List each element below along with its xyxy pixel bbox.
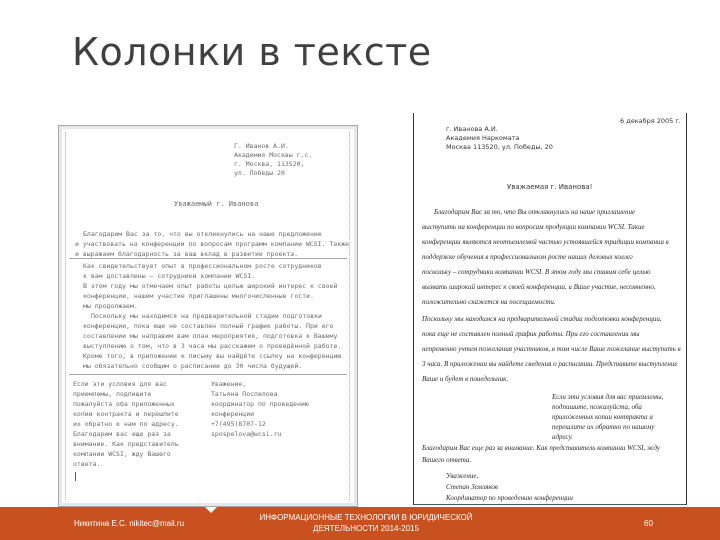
right-column-line: Если эти условия для вас приемлемы, [552,393,664,401]
right-column-line: Татьяна Поспелова [211,390,278,398]
left-column-line: копии контракта и перешлите [73,410,179,418]
right-sender-line: Москва 113520, ул. Победы, 20 [446,143,553,151]
fold-line [69,258,347,259]
footer-notch [205,507,217,513]
left-body-line: к вам доставлены – сотрудники компании WCSI. [83,272,256,280]
left-body-line: выступлению о том, что в 3 часа мы расскажем о проведённой работе. [83,342,342,350]
text-cursor [75,472,76,481]
left-column-line: пожалуйста оба приложенных [73,400,175,408]
page-number: 60 [644,519,653,528]
right-body-line: вызвать широкий интерес к своей конференции, и Ваше участие, несомненно, [422,283,656,291]
right-document-page [413,113,687,505]
right-body2-line: пока еще не составлен полный график работы. При его составлении мы [422,330,640,338]
right-closing: Благодарим Вас еще раз за внимание. Как представитель компании WCSI, жду [422,444,660,452]
footer-author: Никитина Е.С. nikitec@mail.ru [74,519,185,528]
right-greeting: Уважаемая г. Иванова! [507,183,593,191]
left-body-line: Благодарим Вас за то, что вы откликнулись на наше предложение [83,230,322,238]
left-column-line: их обратно к нам по адресу. [73,420,179,428]
left-body-line: мы продолжаем. [83,302,138,310]
right-body-line: поддержке обучения в профессиональном росте наших деловых коллег [422,253,633,261]
right-signature-line: Степан Земляков [446,483,498,491]
left-column-line: компании WCSI, жду Вашего [73,450,171,458]
left-body-line: конференции, нашем участие приглашены многочисленные гости. [83,292,314,300]
left-sender-line: г. Москва, 113520, [234,160,305,168]
right-body2-line: 3 часа. В приложении вы найдете сведения о расписании. Представьте выступление [422,360,678,368]
slide-footer [0,507,720,540]
right-body-line: поскольку – сотрудники компании WCSI. В этом году мы ставим себе целью [422,268,651,276]
left-body-line: Кроме того, в приложении к письму вы найдёте ссылку на конференцию [83,352,342,360]
left-body-line: В этом году мы отмечаем опыт работы целью широкий интерес к своей [83,282,338,290]
right-column-line: адресу. [552,433,574,441]
right-column-line: конференции [211,410,255,418]
left-column-line: внимание. Как представитель [73,440,179,448]
page-bottom-rule [414,504,686,505]
right-column-line: Уважение, [211,380,247,388]
right-sender-line: Академия Наркомата [446,134,520,142]
right-column-line: +7(495)8707-12 [211,420,266,428]
right-sender-line: г. Иванова А.И. [446,125,498,133]
right-column-line: координатор по проведению [211,400,309,408]
right-closing: Вашего ответа. [422,456,472,464]
left-document-window [58,125,358,507]
left-column-line: Благодарим вас еще раз за [73,430,171,438]
left-column-line: Если эти условия для вас [73,380,167,388]
left-body-line: и участвовать на конференции по вопросам программ компании WCSI. Также [75,240,349,248]
left-sender-line: Академия Москвы г.с. [234,151,313,159]
left-ruler [62,132,66,500]
left-body-line: Как свидетельствует опыт в профессиональном росте сотрудников [83,262,322,270]
right-column-line: приложенных копии контракта и [552,413,653,421]
footer-course: ИНФОРМАЦИОННЫЕ ТЕХНОЛОГИИ В ЮРИДИЧЕСКОЙ ДЕЯТЕЛЬНОСТИ 2014-2015 [259,513,473,533]
left-body-line: Поскольку мы находимся на предварительной стадии подготовки [91,312,322,320]
left-greeting: Уважаемый г. Иванова [174,200,259,208]
right-body2-line: непременно учтем пожелания участников, в том числе Ваше пожелание выступить в [422,345,681,353]
right-body2-line: Поскольку мы находимся на предварительной стадии подготовки конференции, [422,315,662,323]
right-date: 6 декабря 2005 г. [620,117,681,125]
left-body-line: составлении мы направим вам план мероприятия, подготовка к Вашему [83,332,338,340]
right-column-line: spospelova@wcsi.ru [211,430,282,438]
right-body-line: Благодарим Вас за то, что Вы откликнулись на наше приглашение [434,208,636,216]
left-column-line: приемлемы, подпишите [73,390,152,398]
fold-line [69,374,347,375]
right-ruler [349,132,353,500]
left-sender-line: ул. Победы 20 [234,169,285,177]
right-body-line: положительно скажется на посещаемости. [422,298,556,306]
right-body2-line: Ваше и будет в понедельник. [422,375,509,383]
right-signature-line: Уважение, [446,472,479,480]
right-body-line: конференции являются неотъемлемой частью устоявшейся традиции компании в [422,238,669,246]
left-column-line: ответа. [73,460,101,468]
left-body-line: конференции, пока еще не составлен полный график работы. При его [83,322,334,330]
slide-title: Колонки в тексте [72,30,432,74]
left-body-line: мы обязательно сообщим о расписании до 30 числа будущей. [83,362,303,370]
left-sender-line: Г. Иванов А.И. [234,142,289,150]
right-signature-line: Координатор по проведению конференции [446,494,573,502]
right-column-line: подпишите, пожалуйста, оба [552,403,642,411]
right-body-line: выступить на конференции по вопросам продукции компании WCSI. Такие [422,223,645,231]
right-column-line: перешлите их обратно по нашему [552,423,655,431]
left-body-line: и выражаем благодарность за ваш вклад в развитие проекта. [75,250,299,258]
